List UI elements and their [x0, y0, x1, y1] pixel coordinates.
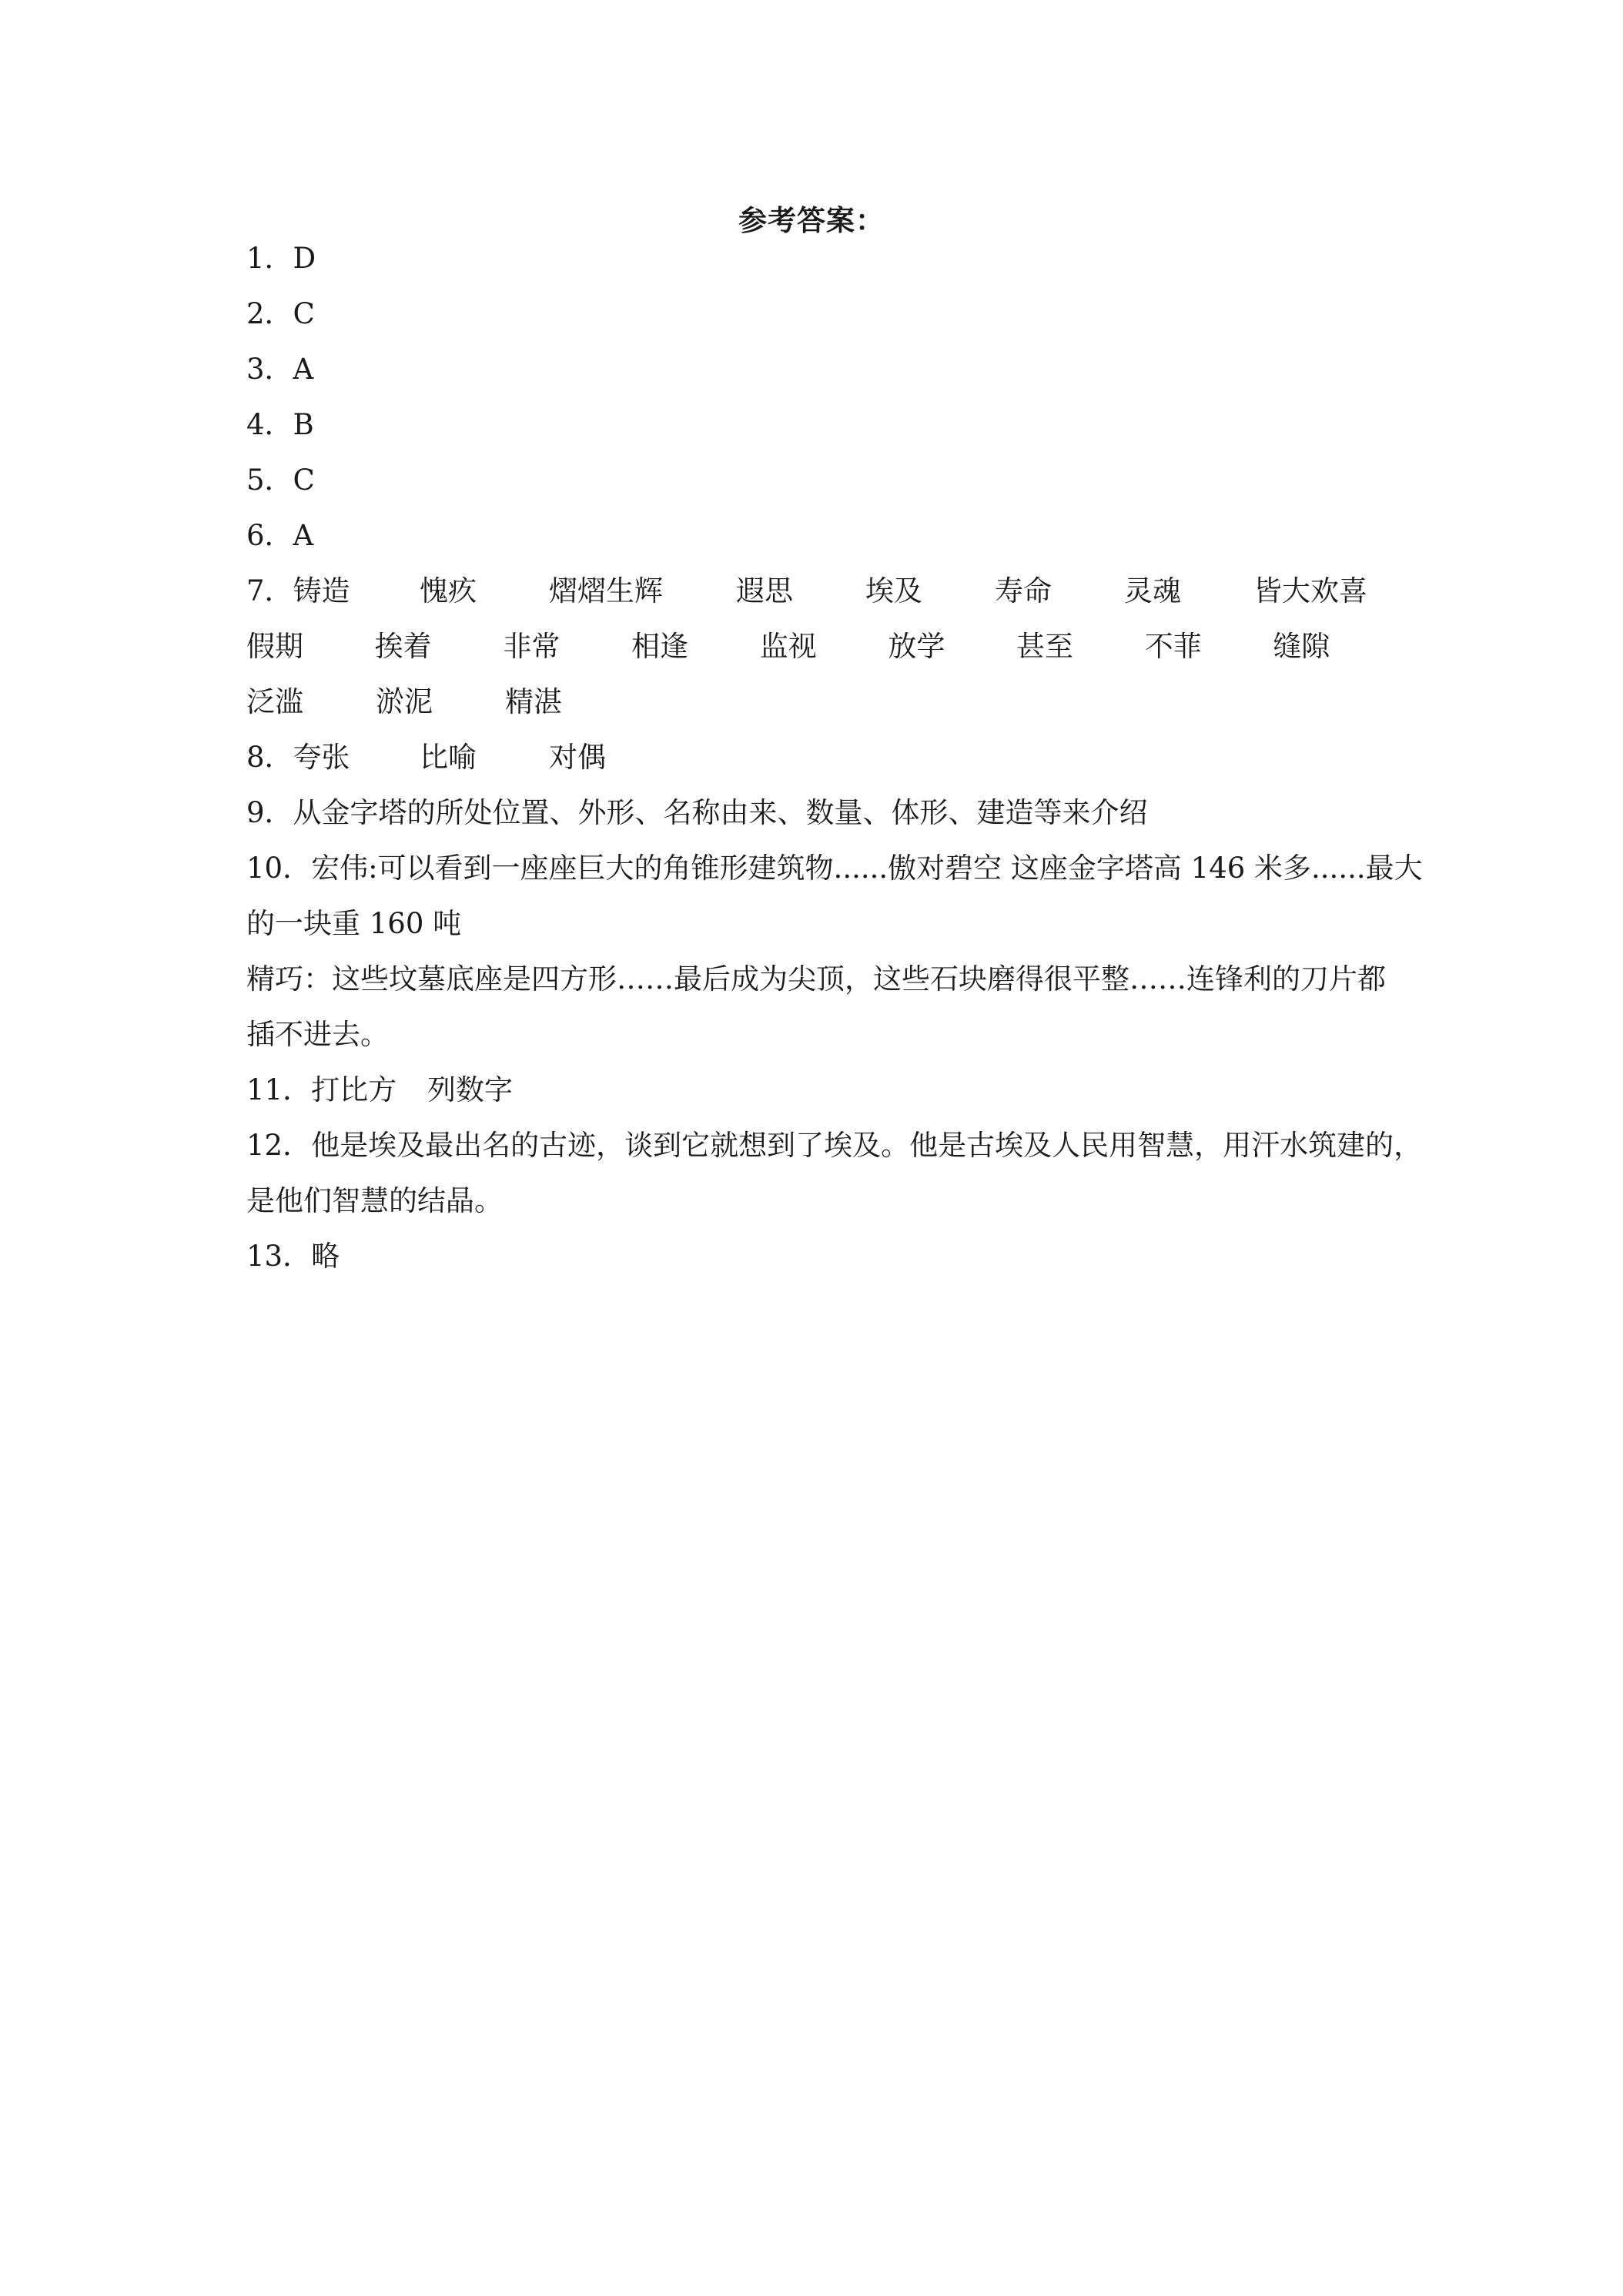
answer-12-line-2: 是他们智慧的结晶。 — [246, 1184, 503, 1217]
answer-number: 1． — [246, 242, 293, 275]
answer-10-line-4: 插不进去。 — [246, 1018, 389, 1051]
answer-7-word: 挨着 — [374, 630, 432, 663]
answer-7-word: 皆大欢喜 — [1253, 574, 1367, 607]
answer-13 — [246, 1229, 1401, 1284]
answer-text: 略 — [311, 1240, 340, 1273]
answer-text: 他是埃及最出名的古迹，谈到它就想到了埃及。他是古埃及人民用智慧，用汗水筑建的， — [311, 1129, 1423, 1162]
answer-number: 11． — [246, 1073, 312, 1106]
answer-7-word: 灵魂 — [1124, 574, 1181, 607]
answer-10-line-1 — [246, 841, 1423, 896]
answer-7-word: 放学 — [888, 630, 945, 663]
answer-number: 4． — [246, 408, 293, 441]
answer-1 — [246, 231, 1401, 286]
answer-7-word: 7．铸造 — [246, 574, 350, 607]
answer-text: 宏伟:可以看到一座座巨大的角锥形建筑物......傲对碧空 这座金字塔高 146 米多......最大 — [311, 852, 1423, 885]
answer-number: 13． — [246, 1240, 312, 1273]
answer-7-word: 监视 — [759, 630, 817, 663]
answer-7-word: 精湛 — [505, 685, 562, 718]
answer-number: 12． — [246, 1129, 312, 1162]
answer-7-row-2 — [246, 619, 1401, 674]
answer-text: D — [293, 242, 316, 275]
answer-7-word: 非常 — [503, 630, 561, 663]
answer-7-word: 埃及 — [865, 574, 922, 607]
answer-7-row-1 — [246, 564, 1401, 619]
answer-2 — [246, 286, 1401, 342]
page-title: 参考答案： — [738, 203, 885, 237]
answer-text: B — [293, 408, 314, 441]
answer-8-item: 对偶 — [549, 741, 606, 774]
answer-text: A — [293, 353, 314, 386]
answer-7-word: 泛滥 — [246, 685, 303, 718]
answer-text: 从金字塔的所处位置、外形、名称由来、数量、体形、建造等来介绍 — [293, 796, 1148, 829]
answer-number: 10． — [246, 852, 312, 885]
answer-number: 6． — [246, 519, 293, 552]
answer-4 — [246, 397, 1401, 453]
answer-text: C — [293, 464, 315, 497]
answer-7-word: 缝隙 — [1273, 630, 1330, 663]
answer-5 — [246, 453, 1401, 508]
answer-7-word: 愧疚 — [420, 574, 477, 607]
answer-number: 2． — [246, 297, 293, 330]
answer-7-word: 遐思 — [736, 574, 793, 607]
answer-3 — [246, 342, 1401, 397]
answer-11-item: 列数字 — [427, 1073, 513, 1106]
answer-8-item: 8．夸张 — [246, 741, 350, 774]
answer-8-item: 比喻 — [420, 741, 477, 774]
answer-number: 9． — [246, 796, 293, 829]
answer-11-item: 11．打比方 — [246, 1073, 397, 1106]
answer-number: 8． — [246, 741, 293, 774]
answer-9 — [246, 785, 1401, 841]
answer-7-word: 淤泥 — [376, 685, 433, 718]
answer-text: C — [293, 297, 315, 330]
answer-10-line-3: 精巧：这些坟墓底座是四方形……最后成为尖顶，这些石块磨得很平整……连锋利的刀片都 — [246, 962, 1386, 996]
answer-11 — [246, 1063, 1401, 1118]
answer-text: A — [293, 519, 314, 552]
answer-7-row-3 — [246, 674, 1401, 730]
answer-7-word: 假期 — [246, 630, 303, 663]
answer-7-word: 不菲 — [1144, 630, 1202, 663]
answer-8 — [246, 730, 1401, 785]
answer-6 — [246, 508, 1401, 564]
answer-number: 7． — [246, 574, 293, 607]
answer-list — [246, 231, 1423, 1284]
answer-number: 5． — [246, 464, 293, 497]
answer-7-word: 相逢 — [631, 630, 689, 663]
answer-12-line-1 — [246, 1118, 1423, 1173]
answer-10-line-2: 的一块重 160 吨 — [246, 907, 462, 940]
answer-7-word: 熠熠生辉 — [549, 574, 663, 607]
answer-7-word: 甚至 — [1016, 630, 1074, 663]
answer-7-word: 寿命 — [995, 574, 1052, 607]
answer-number: 3． — [246, 353, 293, 386]
